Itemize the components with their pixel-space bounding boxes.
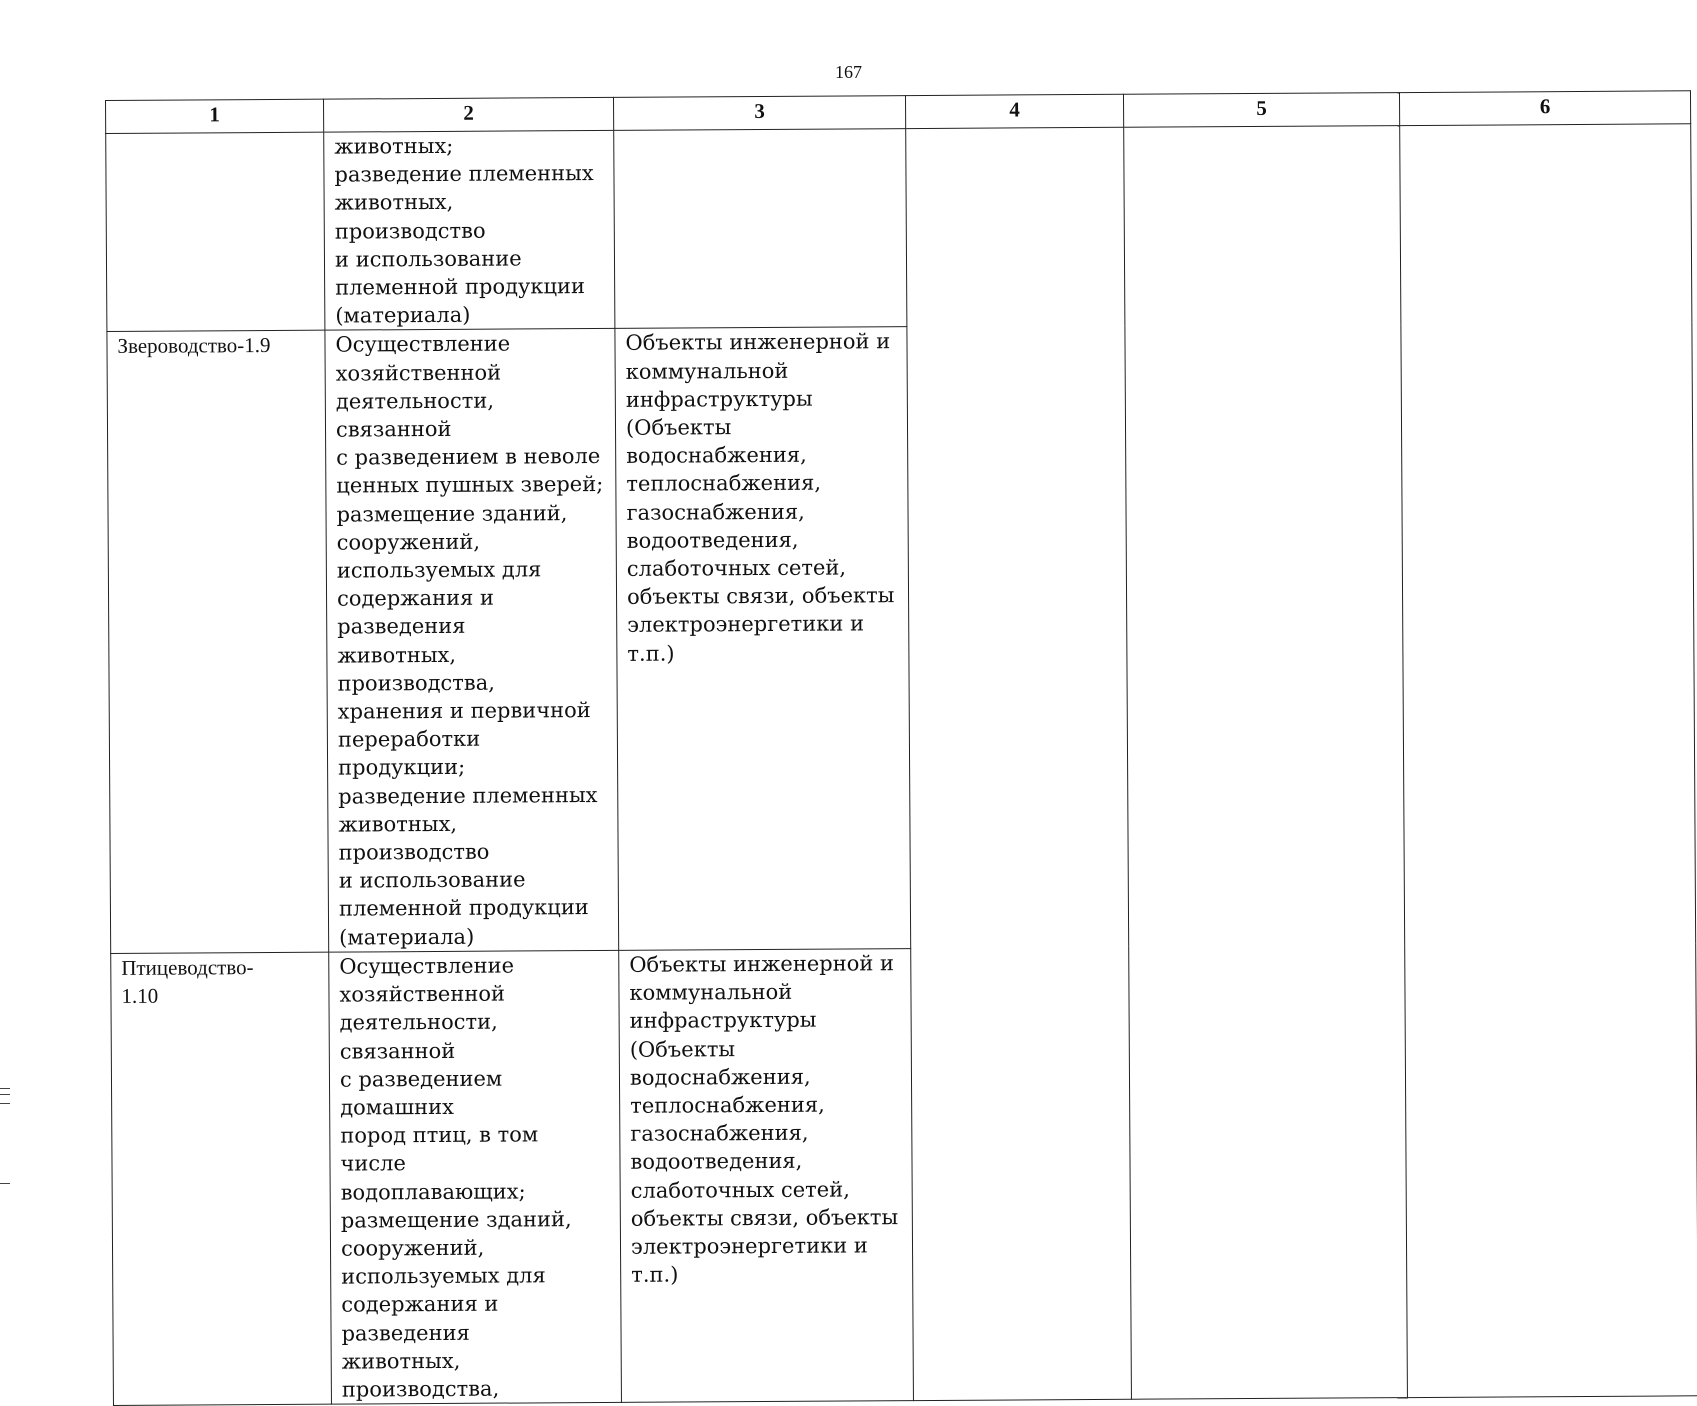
- cell-text-line: животных, производства,: [337, 642, 495, 696]
- cell-text-line: хозяйственной: [335, 360, 502, 386]
- header-cell-4: 4: [905, 94, 1123, 128]
- cell-text-line: сооружений,: [340, 1235, 485, 1261]
- cell-text-line: пород птиц, в том числе: [340, 1122, 539, 1176]
- cell-text-line: водоотведения,: [626, 527, 799, 553]
- cell-text-line: племенной продукции: [335, 274, 586, 300]
- cell-text-line: (Объекты: [625, 415, 732, 440]
- param-cell-6: [1400, 124, 1697, 1398]
- cell-text-line: Звероводство-1.9: [117, 333, 271, 359]
- cell-text-line: Объекты инженерной и: [629, 951, 895, 977]
- cell-text-line: и использование: [334, 246, 522, 272]
- table-row: [106, 124, 1692, 332]
- cell-text-line: 1.10: [121, 983, 159, 1009]
- cell-text-line: электроэнергетики и т.п.): [630, 1233, 868, 1287]
- cell-text-line: Осуществление: [335, 331, 511, 358]
- header-cell-6: 6: [1399, 91, 1690, 126]
- document-sheet: [105, 90, 1697, 1406]
- cell-text-line: племенной продукции: [338, 895, 589, 922]
- cell-text-line: Осуществление: [339, 953, 515, 979]
- cell-text-line: и использование: [338, 867, 526, 893]
- cell-text-line: животных;: [334, 133, 454, 159]
- cell-text-line: газоснабжения,: [626, 499, 805, 525]
- cell-text-line: размещение зданий,: [336, 500, 568, 527]
- use-description-cell: [329, 950, 622, 1404]
- header-cell-5: 5: [1123, 93, 1399, 128]
- cell-text-line: водоснабжения,: [629, 1064, 811, 1090]
- cell-text-line: разведение племенных: [338, 782, 598, 809]
- cell-text-line: слаботочных сетей,: [630, 1176, 850, 1203]
- cell-text-line: теплоснабжения,: [630, 1092, 825, 1118]
- cell-text-line: с разведением домашних: [339, 1066, 503, 1120]
- cell-text-line: хранения и первичной: [337, 698, 591, 724]
- cell-text-line: водоотведения,: [630, 1149, 803, 1175]
- cell-text-line: используемых для: [336, 557, 542, 583]
- auxiliary-use-cell: [619, 948, 914, 1402]
- cell-text-line: с разведением в неволе: [336, 444, 601, 470]
- cell-text-line: животных, производства,: [341, 1348, 500, 1402]
- param-cell-4: [906, 127, 1132, 1400]
- cell-text-line: коммунальной: [629, 979, 793, 1005]
- use-type-cell: [111, 952, 332, 1406]
- cell-text-line: размещение зданий,: [340, 1206, 572, 1233]
- cell-text-line: ценных пушных зверей;: [336, 472, 604, 499]
- cell-text-line: теплоснабжения,: [626, 471, 822, 497]
- use-description-cell: [324, 130, 615, 330]
- cell-text-line: газоснабжения,: [630, 1120, 809, 1146]
- cell-text-line: объекты связи, объекты: [630, 1204, 899, 1231]
- use-type-cell: [106, 132, 325, 332]
- cell-text-line: объекты связи, объекты: [626, 583, 895, 610]
- header-cell-1: 1: [106, 99, 324, 133]
- use-description-cell: [325, 329, 619, 952]
- param-cell-5: [1124, 126, 1408, 1400]
- land-use-table: [105, 90, 1697, 1406]
- auxiliary-use-cell: [614, 129, 907, 329]
- page-number: 167: [835, 62, 862, 82]
- cell-text-line: содержания и разведения: [336, 585, 495, 640]
- cell-text-line: деятельности, связанной: [335, 388, 495, 442]
- cell-text-line: животных, производство: [338, 811, 490, 865]
- cell-text-line: коммунальной: [625, 358, 789, 384]
- cell-text-line: содержания и разведения: [341, 1291, 499, 1346]
- header-cell-3: 3: [613, 96, 905, 131]
- auxiliary-use-cell: [615, 327, 911, 950]
- header-cell-2: 2: [323, 97, 613, 132]
- cell-text-line: (материала): [335, 302, 471, 328]
- use-type-cell: [107, 331, 329, 954]
- cell-text-line: используемых для: [341, 1263, 546, 1289]
- cell-text-line: сооружений,: [336, 529, 481, 555]
- cell-text-line: переработки продукции;: [337, 726, 481, 781]
- cell-text-line: деятельности, связанной: [339, 1009, 498, 1064]
- margin-dash: [0, 1183, 10, 1184]
- cell-text-line: (материала): [339, 924, 475, 950]
- cell-text-line: Птицеводство-: [121, 954, 254, 980]
- cell-text-line: хозяйственной: [339, 981, 505, 1007]
- cell-text-line: инфраструктуры: [629, 1007, 817, 1034]
- cell-text-line: слаботочных сетей,: [626, 555, 847, 581]
- cell-text-line: водоснабжения,: [626, 442, 807, 469]
- cell-text-line: водоплавающих;: [340, 1178, 526, 1205]
- margin-mark: [0, 1088, 10, 1104]
- cell-text-line: электроэнергетики и т.п.): [627, 611, 865, 666]
- cell-text-line: инфраструктуры: [625, 386, 813, 412]
- cell-text-line: Объекты инженерной и: [625, 329, 891, 356]
- cell-text-line: животных, производство: [334, 190, 486, 244]
- cell-text-line: разведение племенных: [334, 161, 594, 187]
- cell-text-line: (Объекты: [629, 1036, 736, 1062]
